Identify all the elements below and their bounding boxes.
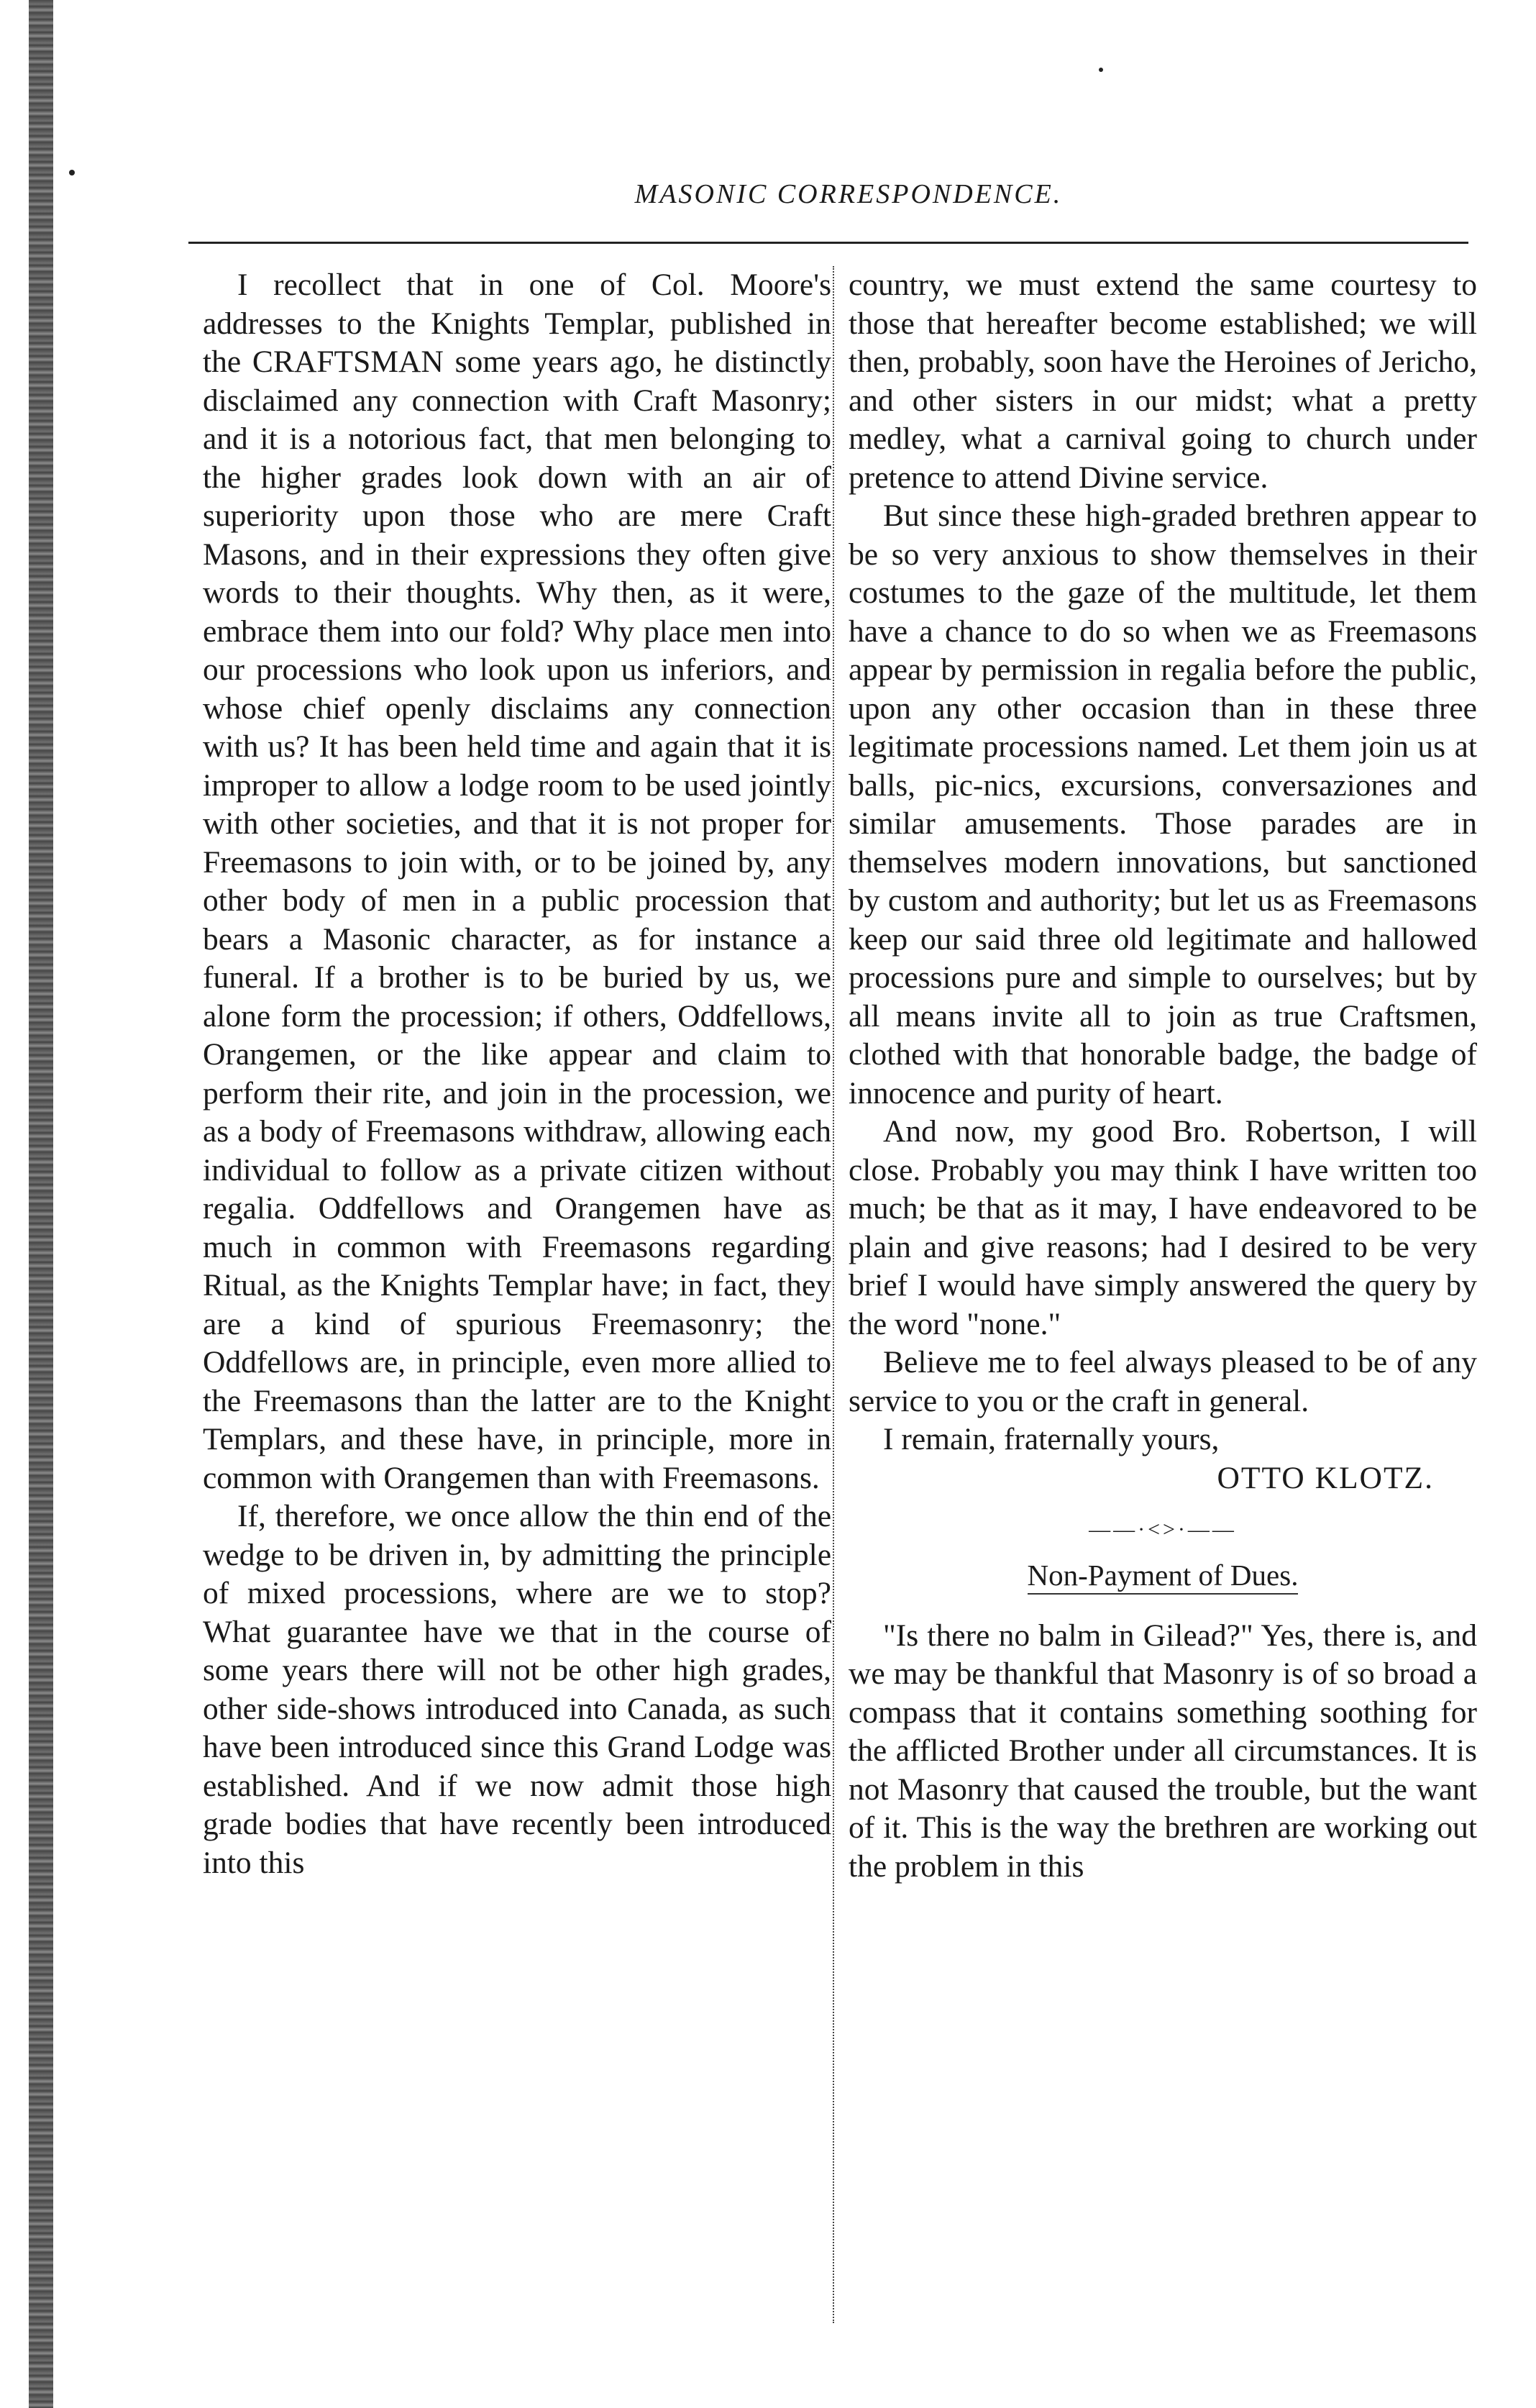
scanned-binding-edge <box>29 0 53 2408</box>
section-ornament: ——·<>·—— <box>1089 1518 1237 1541</box>
section-title-text: Non-Payment of Dues. <box>1028 1559 1299 1595</box>
right-column <box>849 266 1477 1886</box>
paragraph: I recollect that in one of Col. Moore's addresses to the Knights Templar, published in the CRAFTSMAN some years ago, he distinctly disclaimed any connection with Craft Masonry; and it is a notorious fact, that men belonging to the higher grades look down with an air of superiority upon those who are mere Craft Masons, and in their expressions they often give words to their thoughts. Why then, as it were, embrace them into our fold? Why place men into our processions who look upon us inferiors, and whose chief openly disclaims any connection with us? It has been held time and again that it is improper to allow a lodge room to be used jointly with other societies, and that it is not proper for Freemasons to join with, or to be joined by, any other body of men in a public procession that bears a Masonic character, as for instance a funeral. If a brother is to be buried by us, we alone form the procession; if others, Oddfellows, Orangemen, or the like appear and claim to perform their rite, and join in the procession, we as a body of Freemasons withdraw, allowing each individual to follow as a private citizen without regalia. Oddfellows and Orangemen have as much in common with Freemasons regarding Ritual, as the Knights Templar have; in fact, they are a kind of spurious Freemasonry; the Oddfellows are, in principle, even more allied to the Freemasons than the latter are to the Knight Templars, and these have, in principle, more in common with Orangemen than with Freemasons. <box>203 268 831 1495</box>
paragraph: "Is there no balm in Gilead?" Yes, there is, and we may be thankful that Masonry is of so broad a compass that it contains something soothing for the afflicted Brother under all circumstances. It is not Masonry that caused the trouble, but the want of it. This is the way the brethren are working out the problem in this <box>849 1618 1477 1884</box>
column-divider <box>833 266 834 2323</box>
paragraph: But since these high-graded brethren appear to be so very anxious to show themselves in their costumes to the gaze of the multitude, let them have a chance to do so when we as Freemasons appear by permission in regalia before the public, upon any other occasion than in these three legitimate processions named. Let them join us at balls, pic-nics, excursions, conversaziones and similar amusements. Those parades are in themselves modern innovations, but sanctioned by custom and authority; but let us as Freemasons keep our said three old legitimate and hallowed processions pure and simple to ourselves; but by all means invite all to join as true Craftsmen, clothed with that honorable badge, the badge of innocence and purity of heart. <box>849 498 1477 1110</box>
signature: OTTO KLOTZ. <box>1217 1460 1434 1495</box>
paragraph: country, we must extend the same courtesy to those that hereafter become established; we will then, probably, soon have the Heroines of Jericho, and other sisters in our midst; what a pretty medley, what a carnival going to church under pretence to attend Divine service. <box>849 268 1477 495</box>
scan-speck <box>69 170 75 175</box>
header-rule <box>188 242 1468 244</box>
paragraph: If, therefore, we once allow the thin end of the wedge to be driven in, by admitting the principle of mixed processions, where are we to stop? What guarantee have we that in the course of some years there will not be other high grades, other side-shows introduced into Canada, as such have been introduced since this Grand Lodge was established. And if we now admit those high grade bodies that have recently been introduced into this <box>203 1499 831 1880</box>
scan-speck <box>1099 68 1103 72</box>
running-head: MASONIC CORRESPONDENCE. <box>634 179 1063 209</box>
closing-line: I remain, fraternally yours, <box>883 1422 1220 1456</box>
left-column <box>203 266 831 1882</box>
paragraph: Believe me to feel always pleased to be of any service to you or the craft in general. <box>849 1345 1477 1418</box>
paragraph: And now, my good Bro. Robertson, I will close. Probably you may think I have written too much; be that as it may, I have endeavored to be plain and give reasons; had I desired to be very brief I would have simply answered the query by the word "none." <box>849 1114 1477 1341</box>
section-title <box>849 1556 1477 1595</box>
